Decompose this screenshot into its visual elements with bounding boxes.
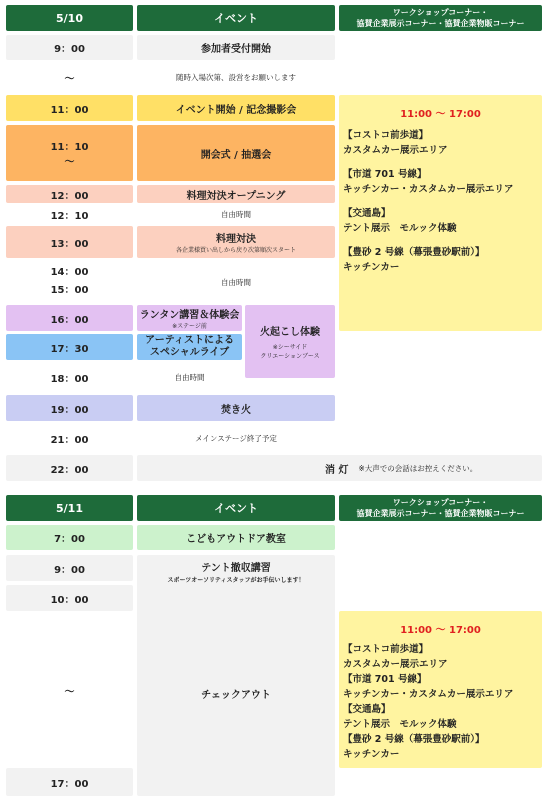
time-label: 15：00 [50, 285, 89, 296]
day2-time-tilde [6, 615, 133, 765]
day1-side-header [339, 5, 542, 31]
day1-event-ceremony-lottery [137, 125, 335, 181]
time-label: 18：00 [50, 373, 89, 385]
day2-event-kids-outdoor [137, 525, 335, 550]
day2-event-header [137, 495, 335, 521]
event-note: スポーツオーソリティスタッフがお手伝いします！ [167, 577, 305, 584]
day2-time-0900 [6, 555, 133, 581]
day1-time-tilde [6, 64, 133, 90]
time-label: 7：00 [54, 534, 85, 545]
day2-time-1000 [6, 585, 133, 611]
day1-workshop-info-box [339, 95, 542, 331]
area-title: 【コストコ前歩道】 [343, 644, 429, 655]
event-label: 料理対決 [216, 234, 256, 245]
day1-event-free-time-1 [137, 205, 335, 223]
day1-side-header-line1: ワークショップコーナー・ [392, 8, 489, 17]
area-title: 【交通島】 [343, 704, 391, 715]
time-label: 12：00 [50, 190, 89, 202]
area-title: 【豊砂 2 号線（幕張豊砂駅前）】 [343, 734, 485, 745]
area-detail: キッチンカー [343, 262, 400, 273]
time-label-tilde: 〜 [64, 157, 75, 168]
event-label: 焚き火 [221, 404, 251, 416]
event-label: 開会式 / 抽選会 [200, 149, 272, 161]
area-title: 【市道 701 号線】 [343, 169, 427, 180]
day1-time-1100 [6, 95, 133, 121]
time-label: 13：00 [50, 238, 89, 250]
event-label: 消 灯 [325, 464, 349, 476]
area-detail: キッチンカー [343, 749, 400, 760]
day1-event-special-live [137, 334, 242, 360]
time-label: 21：00 [50, 434, 89, 446]
day1-event-lights-out [137, 455, 542, 481]
day2-side-header-line2: 協賛企業展示コーナー・協賛企業物販コーナー [356, 509, 525, 518]
time-label: 12：10 [50, 210, 89, 222]
day1-time-2100 [6, 425, 133, 451]
day1-event-fire-starting [245, 305, 335, 378]
event-label: メインステージ終了予定 [195, 433, 277, 443]
time-label: 11：10 [50, 142, 89, 153]
event-label: 火起こし体験 [260, 327, 320, 338]
day1-event-lantern-workshop [137, 305, 242, 331]
day1-time-1300 [6, 226, 133, 258]
event-label: ランタン講習＆体験会 [139, 310, 240, 321]
time-label: 〜 [64, 686, 75, 698]
event-note: ※大声での会話はお控えください。 [358, 463, 478, 473]
time-label: 〜 [64, 73, 75, 85]
day2-event-label: イベント [214, 502, 258, 515]
event-label: 自由時間 [174, 372, 205, 382]
day1-side-header-line2: 協賛企業展示コーナー・協賛企業物販コーナー [356, 19, 525, 28]
event-label: チェックアウト [201, 689, 271, 701]
day2-side-header [339, 495, 542, 521]
day1-event-cooking-battle [137, 226, 335, 258]
event-label: テント撤収講習 [201, 563, 271, 574]
workshop-hours: 11:00 〜 17:00 [400, 109, 481, 120]
area-title: 【豊砂 2 号線（幕張豊砂駅前）】 [343, 247, 485, 258]
day1-time-2200 [6, 455, 133, 481]
event-label: 料理対決オープニング [186, 190, 286, 202]
day1-event-header [137, 5, 335, 31]
day1-date-header [6, 5, 133, 31]
event-label: 随時入場次第、設営をお願いします [176, 72, 296, 82]
day1-event-reception [137, 35, 335, 60]
day1-time-1600 [6, 305, 133, 331]
day2-time-0700 [6, 525, 133, 550]
area-detail: テント展示 モルック体験 [343, 223, 457, 234]
day1-event-opening-photo [137, 95, 335, 121]
event-label: 参加者受付開始 [201, 44, 271, 55]
spacer [343, 236, 538, 245]
event-label: 自由時間 [221, 209, 251, 219]
spacer [343, 197, 538, 206]
day2-date-header [6, 495, 133, 521]
workshop-hours: 11:00 〜 17:00 [400, 625, 481, 636]
day1-time-1400-1500 [6, 262, 133, 302]
area-detail: カスタムカー展示エリア [343, 145, 448, 156]
area-detail: キッチンカー・カスタムカー展示エリア [343, 184, 514, 195]
day1-event-cooking-opening [137, 185, 335, 203]
day1-event-stage-end [137, 425, 335, 451]
event-label: イベント開始 / 記念撮影会 [175, 104, 297, 116]
day1-time-1110 [6, 125, 133, 181]
day2-time-1700 [6, 768, 133, 796]
event-note: ※ステージ前 [172, 323, 207, 330]
day1-date-label: 5/10 [56, 11, 83, 25]
day2-event-checkout [137, 680, 335, 706]
day1-time-1900 [6, 395, 133, 421]
area-title: 【コストコ前歩道】 [343, 130, 429, 141]
day1-event-setup-note [137, 64, 335, 90]
time-label: 10：00 [50, 594, 89, 606]
area-title: 【交通島】 [343, 208, 391, 219]
day1-event-bonfire [137, 395, 335, 421]
day1-time-1200 [6, 185, 133, 203]
day1-time-1210 [6, 205, 133, 223]
day1-event-label: イベント [214, 12, 258, 25]
day1-event-free-time-3 [137, 364, 242, 390]
event-note-line1: ※シーサイド [272, 344, 308, 351]
area-detail: テント展示 モルック体験 [343, 719, 457, 730]
day1-time-0900 [6, 35, 133, 60]
event-label: こどもアウトドア教室 [186, 534, 286, 545]
event-note-line2: クリエーションブース [260, 353, 320, 360]
time-label: 9：00 [54, 44, 85, 55]
day1-time-1800 [6, 364, 133, 390]
day2-side-header-line1: ワークショップコーナー・ [392, 498, 489, 507]
time-label: 16：00 [50, 314, 89, 326]
area-title: 【市道 701 号線】 [343, 674, 427, 685]
time-label: 17：30 [50, 343, 89, 355]
time-label: 22：00 [50, 464, 89, 476]
time-label: 19：00 [50, 404, 89, 416]
event-label-line2: スペシャルライブ [149, 347, 230, 358]
time-label: 14：00 [50, 267, 89, 278]
spacer [343, 158, 538, 167]
day2-workshop-info-box [339, 611, 542, 768]
time-label: 11：00 [50, 104, 89, 116]
day2-date-label: 5/11 [56, 501, 83, 515]
day2-event-tent-checkout [137, 555, 335, 796]
time-label: 9：00 [54, 564, 85, 576]
area-detail: キッチンカー・カスタムカー展示エリア [343, 689, 514, 700]
day1-time-1730 [6, 334, 133, 360]
day1-event-free-time-2 [137, 262, 335, 302]
event-label-line1: アーティストによる [145, 335, 234, 346]
event-note: 各企業様買い出しから戻り次第順次スタート [175, 247, 296, 254]
area-detail: カスタムカー展示エリア [343, 659, 448, 670]
event-label: 自由時間 [221, 277, 251, 287]
time-label: 17：00 [50, 778, 89, 790]
